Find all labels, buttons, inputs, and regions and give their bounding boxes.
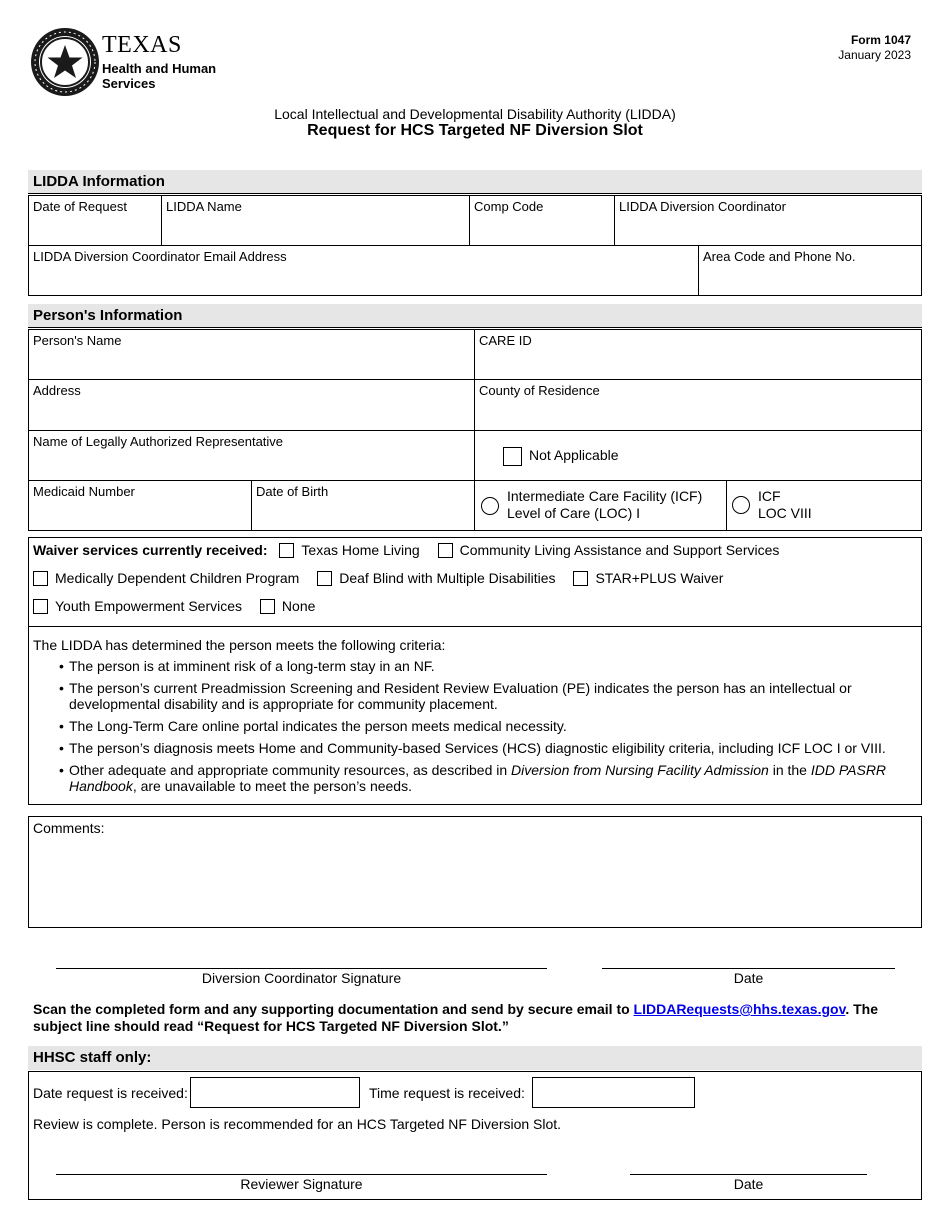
- date-of-request-cell: [28, 195, 162, 246]
- agency-name-line2: Health and Human: [102, 61, 217, 76]
- person-section-heading: Person's Information: [28, 304, 922, 328]
- comments-label: Comments:: [33, 820, 105, 836]
- waiver-none-checkbox[interactable]: [260, 599, 275, 614]
- comp-code-cell: [469, 195, 615, 246]
- form-title: Request for HCS Targeted NF Diversion Slot: [307, 122, 643, 139]
- waiver-texas-home-living-checkbox[interactable]: [279, 543, 294, 558]
- waiver-class-checkbox[interactable]: [438, 543, 453, 558]
- coordinator-cell: [614, 195, 922, 246]
- criteria-item: • The person’s diagnosis meets Home and Community-based Services (HCS) diagnostic eligibility criteria, including ICF LOC I or VIII.: [29, 740, 909, 756]
- waiver-yes-checkbox[interactable]: [33, 599, 48, 614]
- submit-text1: Scan the completed form and any supporting documentation and send by secure email to: [33, 1001, 634, 1017]
- not-applicable-cell: [474, 430, 922, 481]
- coordinator-date-label: Date: [733, 970, 764, 986]
- county-cell: [474, 379, 922, 431]
- address-label: Address: [33, 383, 81, 398]
- criteria-section: [28, 626, 922, 805]
- coordinator-email-cell: [28, 245, 699, 296]
- lar-label: Name of Legally Authorized Representative: [33, 434, 284, 449]
- submit-text2: . The subject line should read “Request for HCS Targeted NF Diversion Slot.”: [33, 1001, 878, 1034]
- criteria-last-part2: in the: [768, 762, 811, 778]
- submit-email-link[interactable]: LIDDARequests@hhs.texas.gov: [633, 1001, 846, 1017]
- icf-loc1-radio[interactable]: [481, 497, 499, 515]
- waiver-texas-home-living-label: Texas Home Living: [301, 542, 420, 558]
- time-received-label: Time request is received:: [369, 1085, 525, 1101]
- coordinator-signature-line[interactable]: [56, 968, 547, 969]
- waiver-dbmd-label: Deaf Blind with Multiple Disabilities: [339, 570, 556, 586]
- hhsc-section-heading: HHSC staff only:: [28, 1046, 922, 1070]
- lar-field[interactable]: [29, 456, 474, 480]
- lidda-section-heading: LIDDA Information: [28, 170, 922, 194]
- care-id-label: CARE ID: [479, 333, 532, 348]
- criteria-last-italic2: IDD PASRR Handbook: [69, 762, 887, 794]
- county-field[interactable]: [475, 406, 921, 430]
- lar-cell: [28, 430, 475, 481]
- date-of-request-label: Date of Request: [33, 199, 127, 214]
- time-received-field[interactable]: [532, 1077, 695, 1108]
- icf-loc1-cell: [474, 480, 727, 531]
- waiver-starplus-label: STAR+PLUS Waiver: [595, 570, 724, 586]
- criteria-item: [29, 762, 909, 794]
- waiver-yes-label: Youth Empowerment Services: [55, 598, 243, 614]
- agency-name-line1: TEXAS: [102, 32, 182, 58]
- comments-box: [28, 816, 922, 928]
- address-cell: [28, 379, 475, 431]
- date-received-label: Date request is received:: [33, 1085, 188, 1101]
- medicaid-field[interactable]: [29, 506, 251, 530]
- care-id-field[interactable]: [475, 355, 921, 379]
- icf-loc8-radio[interactable]: [732, 496, 750, 514]
- coordinator-email-field[interactable]: [29, 271, 698, 295]
- icf-loc1-label-line1: Intermediate Care Facility (ICF): [507, 488, 703, 504]
- county-label: County of Residence: [479, 383, 600, 398]
- comp-code-field[interactable]: [470, 221, 614, 245]
- lidda-name-field[interactable]: [162, 221, 469, 245]
- coordinator-email-label: LIDDA Diversion Coordinator Email Address: [33, 249, 287, 264]
- criteria-intro: The LIDDA has determined the person meets the following criteria:: [33, 637, 446, 653]
- lidda-name-label: LIDDA Name: [166, 199, 242, 214]
- hhsc-section: [28, 1071, 922, 1200]
- lidda-name-cell: [161, 195, 470, 246]
- address-field[interactable]: [29, 406, 474, 430]
- waiver-dbmd-checkbox[interactable]: [317, 571, 332, 586]
- criteria-last-part3: , are unavailable to meet the person’s needs.: [132, 778, 412, 794]
- coordinator-label: LIDDA Diversion Coordinator: [619, 199, 786, 214]
- not-applicable-checkbox[interactable]: [503, 447, 522, 466]
- reviewer-date-label: Date: [733, 1176, 764, 1192]
- comments-field[interactable]: [31, 839, 917, 923]
- waiver-label: Waiver services currently received:: [33, 542, 268, 558]
- icf-loc1-label-line2: Level of Care (LOC) I: [507, 505, 641, 521]
- dob-field[interactable]: [252, 506, 474, 530]
- criteria-list: [29, 658, 909, 800]
- criteria-item: • The person’s current Preadmission Screening and Resident Review Evaluation (PE) indicates the person has an intellectual or developmental disability and is appropriate for community placement.: [29, 680, 909, 712]
- phone-label: Area Code and Phone No.: [703, 249, 856, 264]
- form-number: Form 1047: [850, 33, 911, 47]
- comp-code-label: Comp Code: [474, 199, 544, 214]
- medicaid-label: Medicaid Number: [33, 484, 135, 499]
- waiver-none-label: None: [281, 598, 316, 614]
- form-subtitle: Local Intellectual and Developmental Disability Authority (LIDDA): [274, 106, 676, 122]
- date-of-request-field[interactable]: [29, 221, 161, 245]
- medicaid-cell: [28, 480, 252, 531]
- waiver-mdcp-label: Medically Dependent Children Program: [55, 570, 300, 586]
- submit-instructions: [33, 1001, 903, 1035]
- date-received-field[interactable]: [190, 1077, 360, 1108]
- criteria-last-part1: Other adequate and appropriate community resources, as described in: [69, 762, 512, 778]
- coordinator-date-line[interactable]: [602, 968, 895, 969]
- icf-loc8-cell: [726, 480, 922, 531]
- criteria-item: • The Long-Term Care online portal indicates the person meets medical necessity.: [29, 718, 909, 734]
- coordinator-field[interactable]: [615, 221, 921, 245]
- waiver-section: [28, 537, 922, 627]
- dob-cell: [251, 480, 475, 531]
- icf-loc8-label-line1: ICF: [758, 488, 781, 504]
- care-id-cell: [474, 329, 922, 380]
- waiver-starplus-checkbox[interactable]: [573, 571, 588, 586]
- phone-field[interactable]: [699, 271, 921, 295]
- icf-loc8-label-line2: LOC VIII: [758, 505, 812, 521]
- reviewer-signature-label: Reviewer Signature: [240, 1176, 363, 1192]
- phone-cell: [698, 245, 922, 296]
- criteria-item: • The person is at imminent risk of a long-term stay in an NF.: [29, 658, 909, 674]
- dob-label: Date of Birth: [256, 484, 329, 499]
- person-name-field[interactable]: [29, 355, 474, 379]
- agency-name-line3: Services: [102, 76, 156, 91]
- coordinator-signature-label: Diversion Coordinator Signature: [201, 970, 402, 986]
- agency-logo: [30, 27, 220, 99]
- waiver-class-label: Community Living Assistance and Support Services: [459, 542, 780, 558]
- review-complete-text: Review is complete. Person is recommended for an HCS Targeted NF Diversion Slot.: [33, 1116, 562, 1132]
- waiver-mdcp-checkbox[interactable]: [33, 571, 48, 586]
- reviewer-signature-line[interactable]: [56, 1174, 547, 1175]
- criteria-last-italic1: Diversion from Nursing Facility Admission: [511, 762, 769, 778]
- reviewer-date-line[interactable]: [630, 1174, 867, 1175]
- person-name-label: Person's Name: [33, 333, 122, 348]
- not-applicable-label: Not Applicable: [529, 447, 619, 463]
- person-name-cell: [28, 329, 475, 380]
- form-date: January 2023: [838, 48, 911, 62]
- texas-seal-icon: [30, 27, 100, 97]
